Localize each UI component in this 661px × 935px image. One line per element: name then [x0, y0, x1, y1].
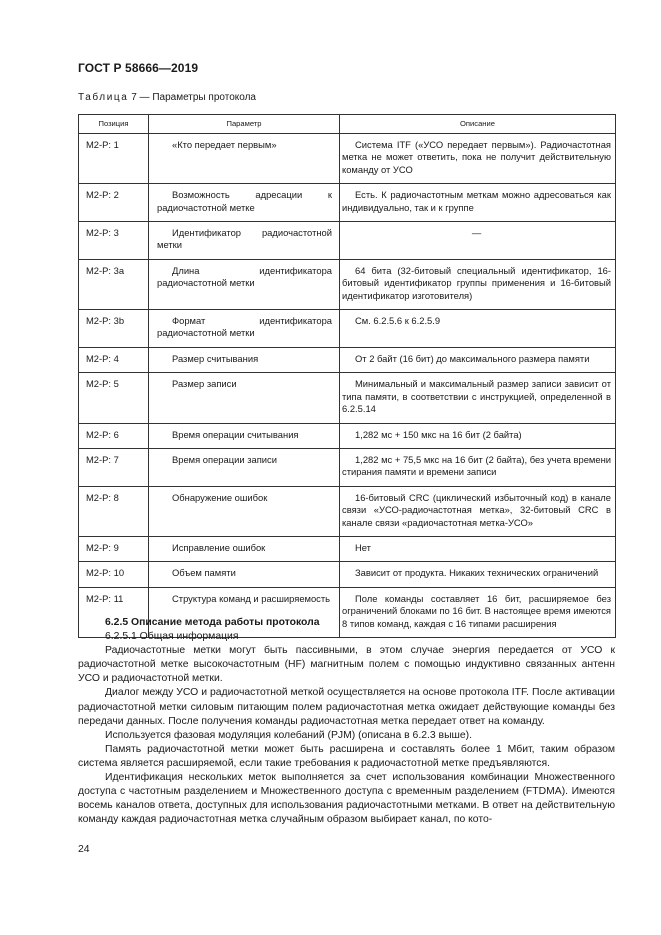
table-row [79, 536, 616, 561]
row-position: M2-P: 3b [79, 310, 149, 348]
table-row [79, 259, 616, 309]
body-paragraph: Диалог между УСО и радиочастотной меткой осуществляется на основе протокола ITF. После активации радиочастотной метки силовым питающим полем радиочастотная метка ожидает действующие команды без передачи данных. После получения команды радиочастотная метка передает ответ на команду. [78, 687, 615, 727]
row-parameter: Время операции считывания [149, 423, 340, 448]
standard-designation: ГОСТ Р 58666—2019 [78, 61, 199, 75]
table-row [79, 134, 616, 184]
row-description: Минимальный и максимальный размер записи зависит от типа памяти, в соответствии с инструкцией, определенной в 6.2.5.14 [340, 373, 616, 423]
body-paragraph: Используется фазовая модуляция колебаний (PJM) (описана в 6.2.3 выше). [105, 729, 472, 741]
row-position: M2-P: 4 [79, 347, 149, 372]
table-row [79, 310, 616, 348]
table-row [79, 486, 616, 536]
table-row [79, 562, 616, 587]
row-position: M2-P: 1 [79, 134, 149, 184]
column-header-parameter: Параметр [149, 115, 340, 134]
body-paragraph: Идентификация нескольких меток выполняется за счет использования комбинации Множественного доступа с частотным разделением и Множественного доступа с временным разделением (FTDMA). Имеются восемь каналов ответа, доступных для использования радиочастотными метками. В ответ на действительную команду каждая радиочастотная метка случайным образом выбирает канал, по кото- [78, 772, 615, 826]
row-description: 64 бита (32-битовый специальный идентификатор, 16-битовый идентификатор группы применения и 16-битовый идентификатор изготовителя) [340, 259, 616, 309]
row-parameter: «Кто передает первым» [149, 134, 340, 184]
table-row [79, 222, 616, 260]
row-parameter: Обнаружение ошибок [149, 486, 340, 536]
column-header-position: Позиция [79, 115, 149, 134]
row-description: 1,282 мс + 150 мкс на 16 бит (2 байта) [340, 423, 616, 448]
row-description: — [340, 222, 616, 260]
body-paragraph: Память радиочастотной метки может быть расширена и составлять более 1 Мбит, таким образом система является расширяемой, если такие требования к радиочастотной метке предъявляются. [78, 743, 615, 769]
table-caption-title: 7 — Параметры протокола [128, 92, 256, 103]
row-position: M2-P: 9 [79, 536, 149, 561]
row-description: Нет [340, 536, 616, 561]
row-position: M2-P: 2 [79, 184, 149, 222]
row-position: M2-P: 5 [79, 373, 149, 423]
row-position: M2-P: 6 [79, 423, 149, 448]
row-description: Поле команды составляет 16 бит, расширяемое без ограничений блоками по 16 бит. В настоящее время имеются 8 типов команд, каждая с 16 типами расширения [340, 587, 616, 637]
page-number: 24 [78, 844, 90, 855]
row-position: M2-P: 11 [79, 587, 149, 637]
row-description: 1,282 мс + 75,5 мкс на 16 бит (2 байта), без учета времени стирания памяти и времени записи [340, 448, 616, 486]
protocol-parameters-table [78, 114, 616, 638]
row-description: От 2 байт (16 бит) до максимального размера памяти [340, 347, 616, 372]
section-body [78, 616, 615, 827]
row-parameter: Идентификатор радиочастотной метки [149, 222, 340, 260]
row-position: M2-P: 7 [79, 448, 149, 486]
row-parameter: Возможность адресации к радиочастотной метке [149, 184, 340, 222]
row-position: M2-P: 3 [79, 222, 149, 260]
row-parameter: Структура команд и расширяемость [149, 587, 340, 637]
table-row [79, 448, 616, 486]
table-caption-prefix: Таблица [78, 92, 129, 103]
row-description: Зависит от продукта. Никаких технических ограничений [340, 562, 616, 587]
row-position: M2-P: 10 [79, 562, 149, 587]
row-parameter: Длина идентификатора радиочастотной метки [149, 259, 340, 309]
table-header-row [79, 115, 616, 134]
table-row [79, 347, 616, 372]
row-parameter: Объем памяти [149, 562, 340, 587]
row-parameter: Размер считывания [149, 347, 340, 372]
row-description: 16-битовый CRC (циклический избыточный код) в канале связи «УСО-радиочастотная метка», 32-битовый CRC в канале связи «радиочастотная метка-УСО» [340, 486, 616, 536]
table-row [79, 423, 616, 448]
section-heading: 6.2.5 Описание метода работы протокола [105, 617, 320, 628]
table-caption [78, 92, 256, 103]
body-paragraph: Радиочастотные метки могут быть пассивными, в этом случае энергия передается от УСО к радиочастотной метке высокочастотным (HF) магнитным полем с помощью индуктивно связанных антенн УСО и радиочастотной метки. [78, 645, 615, 685]
row-position: M2-P: 8 [79, 486, 149, 536]
row-description: Есть. К радиочастотным меткам можно адресоваться как индивидуально, так и к группе [340, 184, 616, 222]
row-description: См. 6.2.5.6 к 6.2.5.9 [340, 310, 616, 348]
table-row [79, 373, 616, 423]
subsection-heading: 6.2.5.1 Общая информация [105, 631, 239, 643]
table-row [79, 184, 616, 222]
row-parameter: Исправление ошибок [149, 536, 340, 561]
row-parameter: Время операции записи [149, 448, 340, 486]
column-header-description: Описание [340, 115, 616, 134]
row-description: Система ITF («УСО передает первым»). Радиочастотная метка не может ответить, пока не получит действительную команду от УСО [340, 134, 616, 184]
row-parameter: Формат идентификатора радиочастотной метки [149, 310, 340, 348]
row-parameter: Размер записи [149, 373, 340, 423]
row-position: M2-P: 3a [79, 259, 149, 309]
